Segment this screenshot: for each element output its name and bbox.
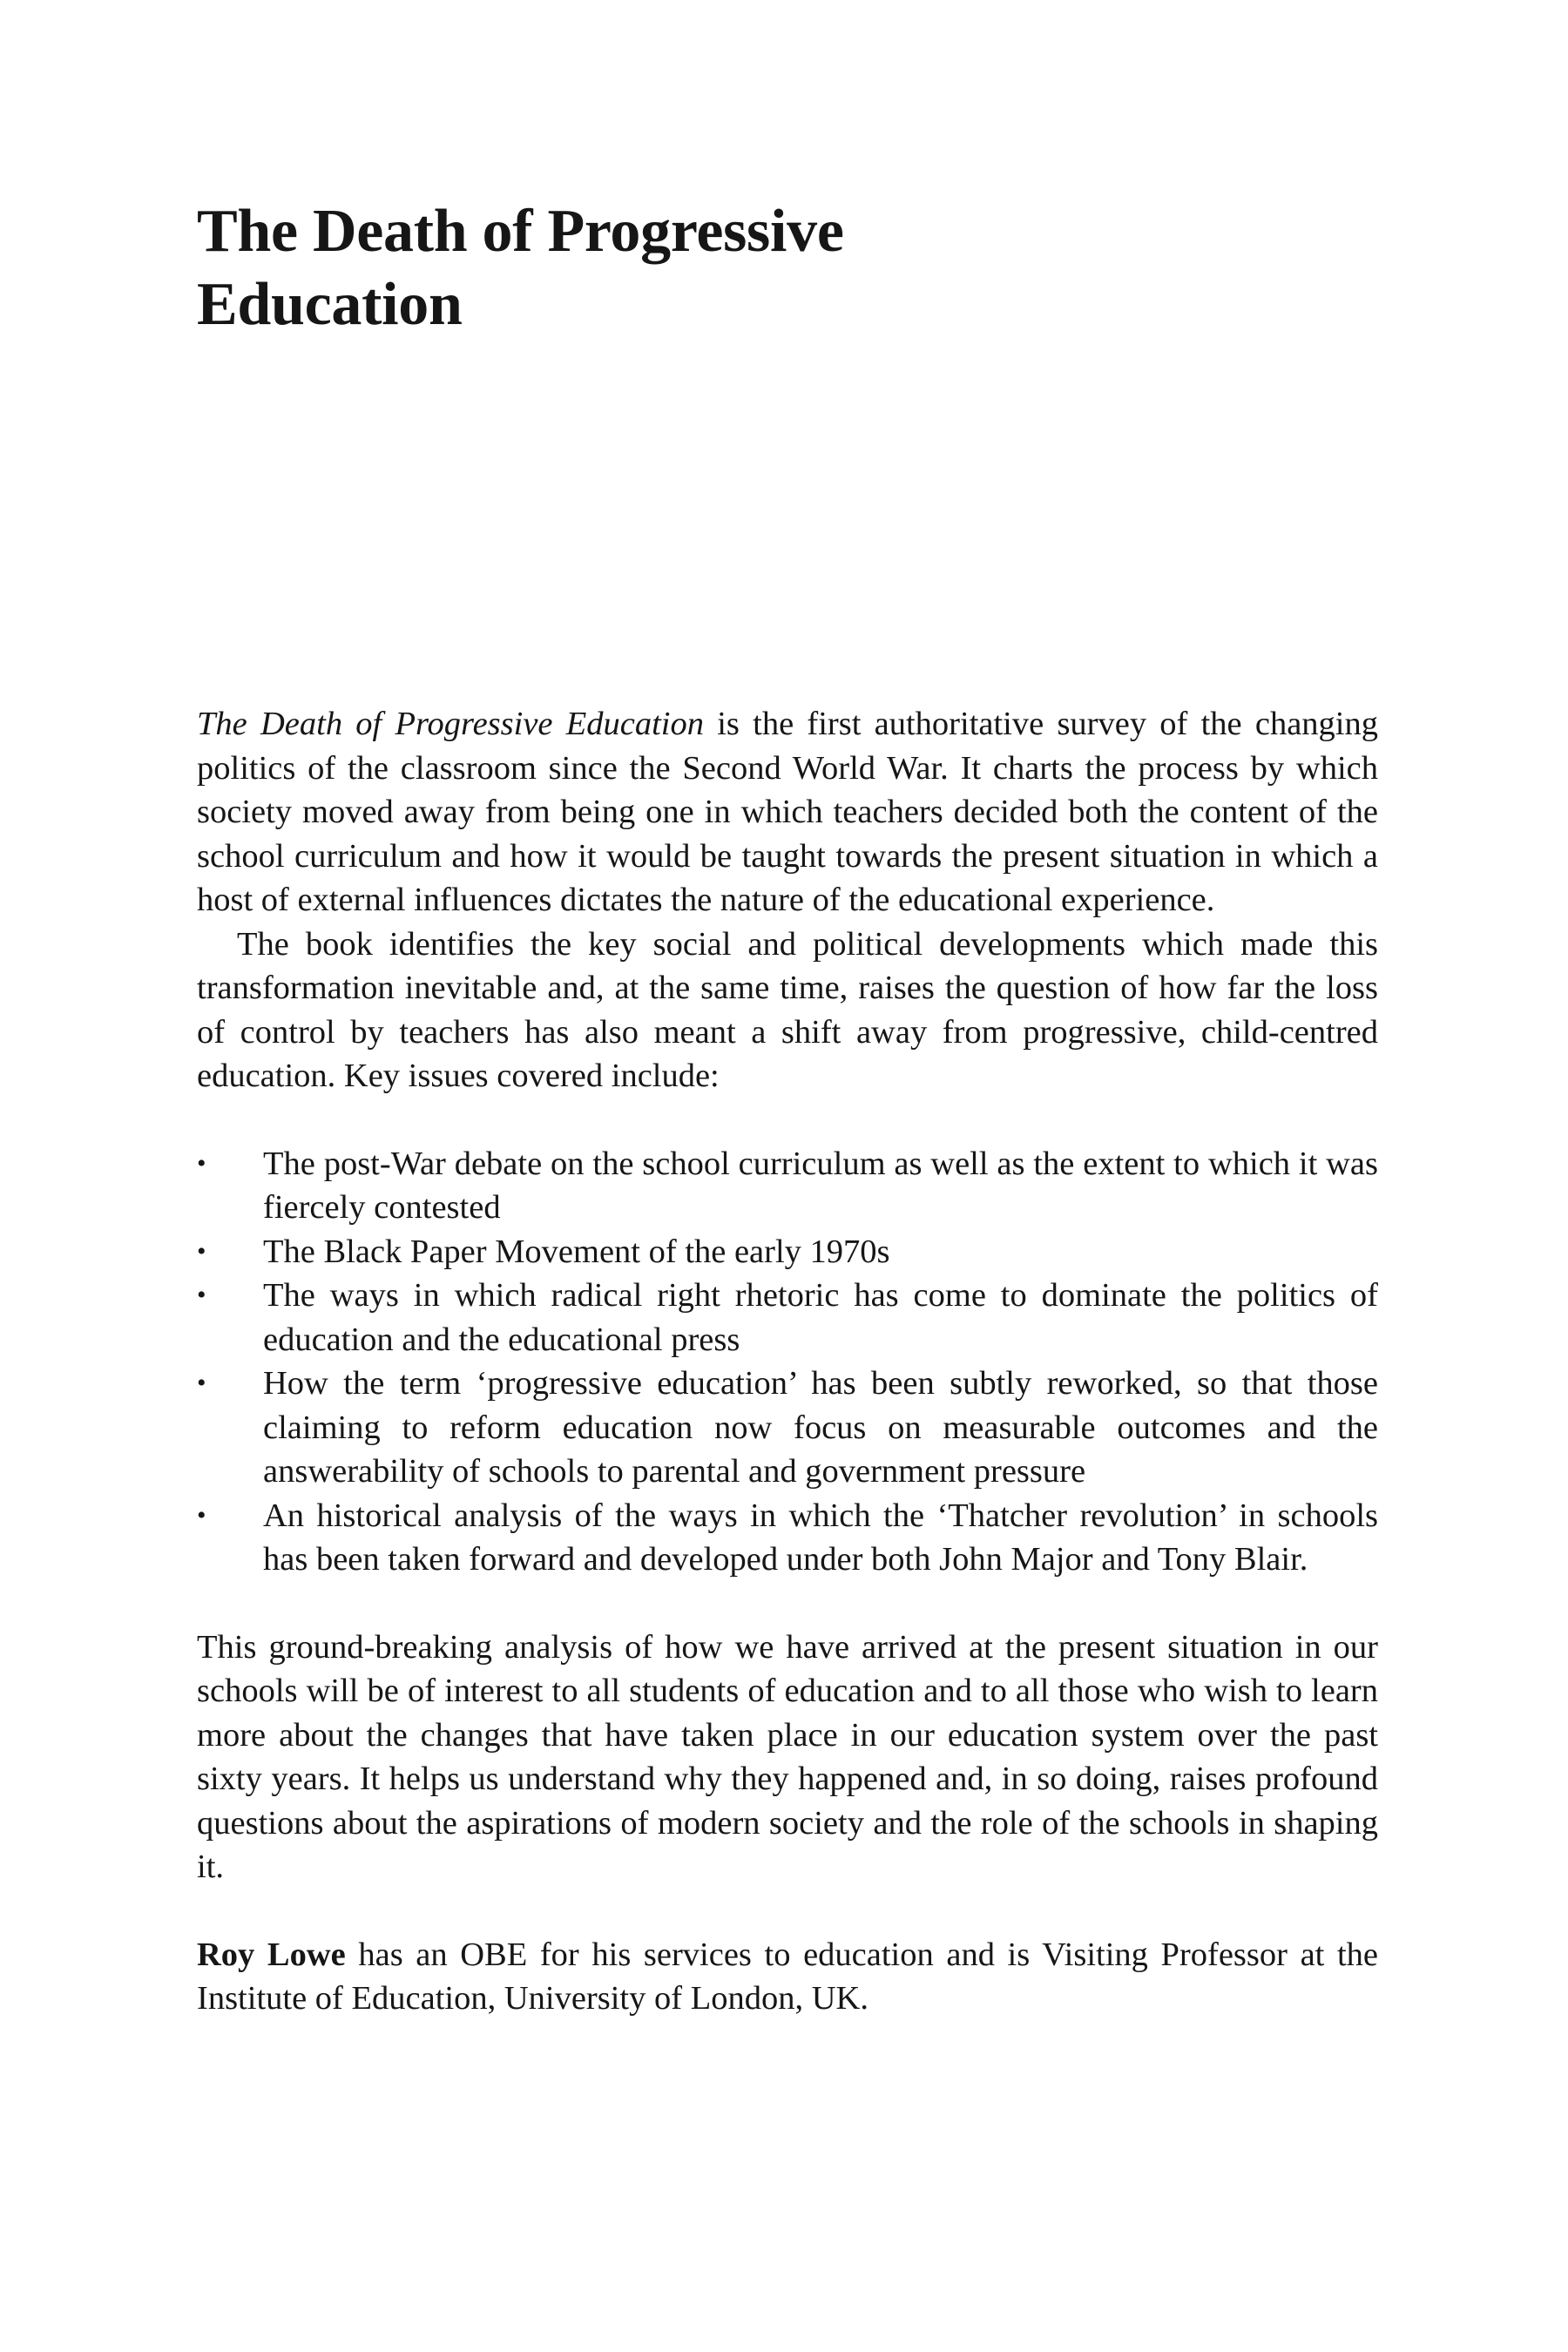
intro-book-title: The Death of Progressive Education	[197, 706, 704, 742]
key-issues-list	[197, 1142, 1378, 1582]
intro-text: is the first authoritative survey of the changing politics of the classroom since the Second World War. It charts the process by which society moved away from being one in which teachers decided both the content of the school curriculum and how it would be taught towards the present situation in which a host of external influences dictates the nature of the educational experience.	[197, 706, 1378, 918]
book-title-line-1: The Death of Progressive	[197, 198, 844, 265]
list-item	[197, 1274, 1378, 1362]
blurb-body	[197, 702, 1378, 2021]
spacer	[197, 1098, 1378, 1142]
intro-paragraph	[197, 702, 1378, 923]
bullet-icon: •	[197, 1281, 206, 1309]
key-developments-paragraph: The book identifies the key social and political developments which made this transformation inevitable and, at the same time, raises the question of how far the loss of control by teachers has also meant a shift away from progressive, child-centred education. Key issues covered include:	[197, 925, 1378, 1094]
book-title	[197, 195, 844, 341]
summary-paragraph: This ground-breaking analysis of how we have arrived at the present situation in our schools will be of interest to all students of education and to all those who wish to learn more about the changes that have taken place in our education system over the past sixty years. It helps us understand why they happened and, in so doing, raises profound questions about the aspirations of modern society and the role of the schools in shaping it.	[197, 1628, 1378, 1885]
list-item-text: The Black Paper Movement of the early 1970s	[263, 1233, 890, 1270]
list-item-text: The ways in which radical right rhetoric has come to dominate the politics of education and the educational press	[263, 1277, 1378, 1358]
bullet-icon: •	[197, 1369, 206, 1397]
spacer	[197, 1889, 1378, 1933]
bullet-icon: •	[197, 1236, 206, 1266]
author-name: Roy Lowe	[197, 1936, 346, 1973]
list-item	[197, 1230, 1378, 1274]
bullet-icon: •	[197, 1148, 206, 1178]
list-item	[197, 1494, 1378, 1582]
list-item	[197, 1362, 1378, 1494]
book-title-line-2: Education	[197, 271, 463, 338]
spacer	[197, 1582, 1378, 1625]
author-bio-paragraph	[197, 1933, 1378, 2021]
list-item-text: The post-War debate on the school curriculum as well as the extent to which it was fiercely contested	[263, 1145, 1378, 1226]
list-item-text: How the term ‘progressive education’ has been subtly reworked, so that those claiming to reform education now focus on measurable outcomes and the answerability of schools to parental and government pressure	[263, 1365, 1378, 1490]
bullet-icon: •	[197, 1500, 206, 1530]
list-item	[197, 1142, 1378, 1230]
author-bio: has an OBE for his services to education and is Visiting Professor at the Institute of Education, University of London, UK.	[197, 1936, 1378, 2017]
list-item-text: An historical analysis of the ways in which the ‘Thatcher revolution’ in schools has been taken forward and developed under both John Major and Tony Blair.	[263, 1497, 1378, 1578]
